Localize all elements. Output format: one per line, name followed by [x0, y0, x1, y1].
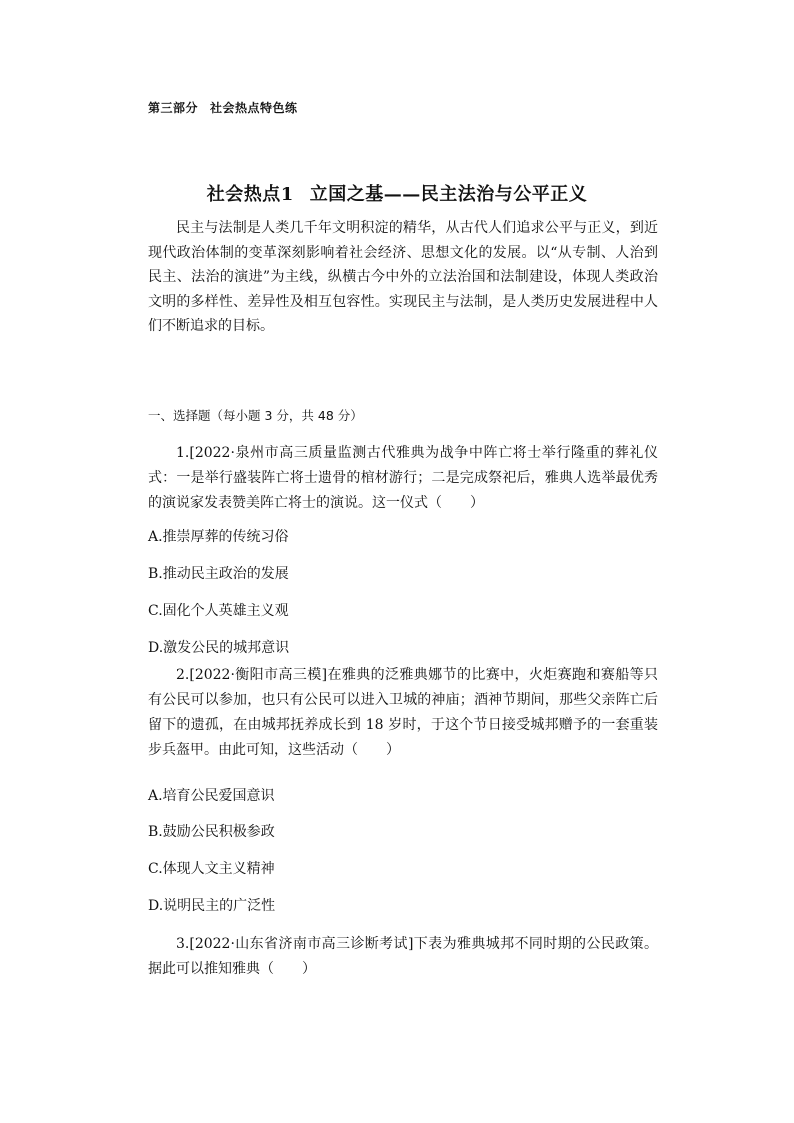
question-1-option-c: C.固化个人英雄主义观 — [148, 603, 289, 619]
intro-paragraph: 民主与法制是人类几千年文明积淀的精华，从古代人们追求公平与正义，到近现代政治体制的变革深刻影响着社会经济、思想文化的发展。以“从专制、人治到民主、法治的演进”为主线，纵横古今中外的立法治国和法制建设，体现人类政治文明的多样性、差异性及相互包容性。实现民主与法制，是人类历史发展进程中人们不断追求的目标。 — [148, 220, 658, 334]
section-heading-choice: 一、选择题（每小题 3 分，共 48 分） — [148, 408, 363, 423]
title-topic-number: 社会热点1 — [206, 184, 294, 205]
question-1-option-b: B.推动民主政治的发展 — [148, 566, 289, 582]
question-2-option-a: A.培育公民爱国意识 — [148, 788, 275, 804]
question-1-stem: 1.[2022·泉州市高三质量监测古代雅典为战争中阵亡将士举行隆重的葬礼仪式：一是举行盛装阵亡将士遗骨的棺材游行；二是完成祭祀后，雅典人选举最优秀的演说家发表赞美阵亡将士的演说。这一仪式（ ） — [148, 445, 658, 511]
question-3-stem: 3.[2022·山东省济南市高三诊断考试]下表为雅典城邦不同时期的公民政策。据此可以推知雅典（ ） — [148, 936, 658, 977]
question-1-option-a: A.推崇厚葬的传统习俗 — [148, 529, 289, 545]
part-label: 第三部分 — [148, 101, 199, 115]
question-1-option-d: D.激发公民的城邦意识 — [148, 640, 290, 656]
question-2-option-b: B.鼓励公民积极参政 — [148, 824, 275, 840]
title-topic-name: 立国之基——民主法治与公平正义 — [309, 184, 588, 205]
question-2-stem: 2.[2022·衡阳市高三模]在雅典的泛雅典娜节的比赛中，火炬赛跑和赛船等只有公民可以参加，也只有公民可以进入卫城的神庙；酒神节期间，那些父亲阵亡后留下的遗孤，在由城邦抚养成长到 18 岁时，于这个节日接受城邦赠予的一套重装步兵盔甲。由此可知，这些活动（ ） — [148, 667, 658, 758]
question-2-option-c: C.体现人文主义精神 — [148, 861, 275, 877]
section-header — [148, 99, 298, 116]
question-2-option-d: D.说明民主的广泛性 — [148, 898, 276, 914]
part-name: 社会热点特色练 — [210, 101, 298, 115]
page-title — [0, 180, 794, 206]
